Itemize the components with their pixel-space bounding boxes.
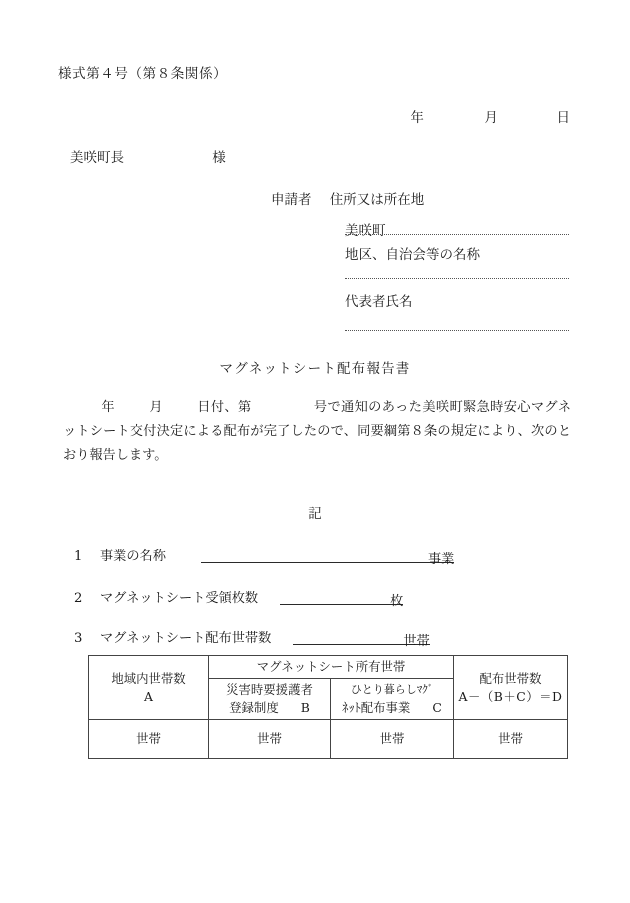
item-2-label: マグネットシート受領枚数 [100, 591, 259, 606]
item-households-distributed [74, 627, 430, 649]
date-month-label: 月 [484, 110, 498, 126]
addressee-honorific: 様 [212, 150, 226, 166]
header-distributed-households [454, 656, 568, 720]
item-1-number: 1 [74, 549, 83, 564]
household-table [88, 655, 568, 759]
applicant-label: 申請者 [271, 192, 312, 208]
header-sub1-code: B [300, 700, 310, 715]
body-line2: シート交付決定による配布が完了したので、同要綱第８条の規定により、次のとおり [63, 424, 572, 463]
addressee [70, 146, 226, 166]
cell-disaster-registry-value[interactable]: 世帯 [209, 720, 331, 759]
household-table-wrapper [88, 655, 568, 759]
header-distributed-households-formula: A－（B＋C）＝D [458, 688, 563, 704]
header-single-living-magnet-program [331, 679, 454, 720]
addressee-name: 美咲町長 [70, 150, 124, 166]
item-3-number: 3 [74, 631, 83, 646]
header-distributed-households-line1: 配布世帯数 [479, 670, 542, 686]
date-line [300, 106, 570, 126]
applicant-town-prefix: 美咲町 [345, 223, 386, 239]
applicant-address-label: 住所又は所在地 [329, 192, 425, 208]
ki-marker: 記 [308, 506, 322, 522]
item-1-input-line[interactable] [201, 548, 426, 563]
table-header-row-1 [89, 656, 568, 679]
page-title: マグネットシート配布報告書 [219, 361, 411, 377]
item-sheets-received [74, 587, 404, 609]
item-1-unit: 事業 [426, 548, 454, 563]
header-sheet-owning-households: マグネットシート所有世帯 [209, 656, 454, 679]
applicant-representative-field [345, 290, 569, 310]
cell-distributed-value[interactable]: 世帯 [454, 720, 568, 759]
header-sub2-code: C [432, 700, 442, 715]
applicant-representative-fill-line [345, 330, 569, 331]
header-sub2-line2: ﾈｯﾄ配布事業 [342, 700, 411, 715]
item-3-label: マグネットシート配布世帯数 [100, 631, 272, 646]
applicant-town-fill-line [345, 234, 569, 235]
body-line1-rest: 号で通知のあった美咲町緊急時安心マグネット [63, 400, 572, 439]
applicant-town-field [345, 219, 569, 239]
header-local-households-line1: 地域内世帯数 [111, 670, 186, 686]
item-3-input-line[interactable] [293, 630, 401, 645]
body-month-label: 月 [148, 400, 163, 415]
applicant-organization-field [345, 243, 569, 263]
body-paragraph [63, 396, 571, 468]
header-sub2-line2-wrap [331, 699, 453, 717]
item-2-input-line[interactable] [280, 590, 388, 605]
body-dated-label: 日付、第 [196, 400, 252, 415]
item-business-name [74, 545, 455, 567]
cell-single-living-value[interactable]: 世帯 [331, 720, 454, 759]
date-year-label: 年 [410, 110, 424, 126]
item-3-unit: 世帯 [401, 630, 429, 645]
form-number: 様式第４号（第８条関係） [58, 66, 228, 82]
body-line3: 報告します。 [89, 448, 168, 463]
applicant-organization-fill-line [345, 278, 569, 279]
header-local-households [89, 656, 209, 720]
header-local-households-code: A [144, 688, 153, 704]
date-day-label: 日 [556, 110, 570, 126]
body-year-label: 年 [101, 400, 115, 415]
item-2-unit: 枚 [388, 590, 403, 605]
header-sub1-line2: 登録制度 [229, 700, 279, 715]
table-data-row [89, 720, 568, 759]
item-2-number: 2 [74, 591, 83, 606]
applicant-heading [271, 188, 424, 208]
header-sub1-line2-wrap [209, 699, 330, 717]
header-sub1-line1: 災害時要援護者 [226, 682, 313, 697]
header-disaster-support-registry [209, 679, 331, 720]
cell-local-households-value[interactable]: 世帯 [89, 720, 209, 759]
applicant-organization-label: 地区、自治会等の名称 [345, 247, 480, 263]
applicant-representative-label: 代表者氏名 [345, 294, 413, 310]
item-1-label: 事業の名称 [100, 549, 166, 564]
header-sub2-line1: ひとり暮らしﾏｸﾞ [350, 683, 434, 696]
